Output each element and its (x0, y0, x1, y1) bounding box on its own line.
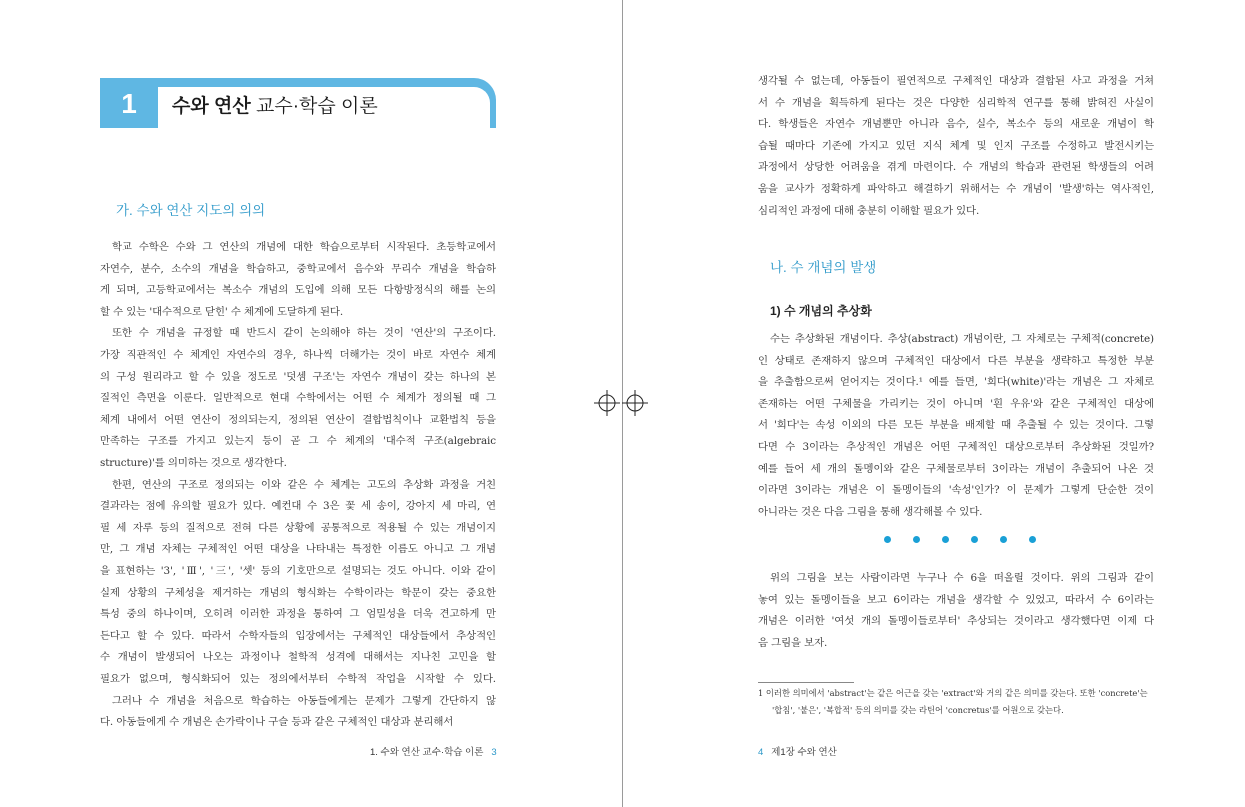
body-line: 습될 때마다 기존에 가지고 있던 지식 체계 및 인지 구조를 수정하고 발전시키는 (758, 139, 1154, 152)
body-line: 존재하는 어떤 구체물을 가리키는 것이 아니며 '흰 우유'와 같은 구체적인 대상에 (758, 397, 1154, 410)
chapter-title (172, 91, 378, 118)
body-line: 서 '희다'는 속성 이외의 다른 모든 부분을 배제할 때 추출될 수 있는 것이다. 그렇 (758, 419, 1154, 432)
body-line: 을 추출함으로써 얻어지는 것이다.¹ 예를 들면, '희다(white)'라는 개념은 그 자체로 (758, 376, 1154, 389)
left-page-number: 3 (491, 747, 497, 758)
body-line: 학교 수학은 수와 그 연산의 개념에 대한 학습으로부터 시작된다. 초등학교에서 (112, 241, 496, 253)
body-line: 필 세 자루 등의 질적으로 전혀 다른 상황에 공통적으로 적용될 수 있는 개념이지 (100, 521, 496, 534)
registration-mark-icon (622, 390, 648, 416)
body-line: 또한 수 개념을 규정할 때 반드시 같이 논의해야 하는 것이 '연산'의 구조이다. (112, 327, 496, 340)
body-line: 생각될 수 없는데, 아동들이 필연적으로 구체적인 대상과 결합된 사고 과정을 거쳐 (758, 75, 1154, 87)
body-line: 특성 중의 하나이며, 오히려 이러한 과정을 통하여 그 엄밀성을 더욱 견고하게 만 (100, 608, 496, 621)
body-line: 다. 학생들은 자연수 개념뿐만 아니라 음수, 실수, 복소수 등의 새로운 개념이 학 (758, 118, 1154, 131)
left-folio (370, 744, 497, 758)
body-line: 놓여 있는 돌멩이들을 보고 6이라는 개념을 생각할 수 있었고, 따라서 수 6이라는 (758, 593, 1154, 606)
left-folio-text: 1. 수와 연산 교수·학습 이론 (370, 747, 484, 758)
section-title-na: 나. 수 개념의 발생 (770, 260, 877, 275)
body-line: 다면 수 3이라는 추상적인 개념은 어떤 구체적인 대상으로부터 추상화된 것일까? (758, 441, 1154, 453)
footnote-rule (758, 682, 854, 683)
body-line: 아니라는 것은 다음 그림을 통해 생각해볼 수 있다. (758, 505, 983, 518)
right-page-number: 4 (758, 747, 764, 758)
body-line: 게 되며, 고등학교에서는 복소수 개념의 도입에 의해 모든 다항방정식의 해를 논의 (100, 284, 496, 297)
body-line: 과정에서 상당한 어려움을 겪게 마련이다. 수 개념의 학습과 관련된 학생들의 어려 (758, 161, 1154, 174)
body-line: 다. 아동들에게 수 개념은 손가락이나 구슬 등과 같은 구체적인 대상과 분리해서 (100, 716, 454, 729)
registration-mark-icon (594, 390, 620, 416)
body-line: 인 상태로 존재하지 않으며 구체적인 대상에서 다른 부분을 생략하고 특정한 부분 (758, 354, 1154, 367)
body-line: 이라면 3이라는 개념은 이 돌멩이들의 '속성'인가? 이 문제가 그렇게 단순한 것이 (758, 484, 1154, 497)
body-line: 한편, 연산의 구조로 정의되는 이와 같은 수 체계는 고도의 추상화 과정을 거친 (112, 478, 496, 491)
footnote-line: 1 이러한 의미에서 'abstract'는 같은 어근을 갖는 'extract'와 거의 같은 의미를 갖는다. 또한 'concrete'는 (758, 688, 1148, 698)
body-line: 만, 그 개념 자체는 구체적인 어떤 대상을 나타내는 특정한 이름도 아니고 그 개념 (100, 543, 496, 556)
body-line: 음 그림을 보자. (758, 636, 828, 649)
body-line: 개념은 이러한 '여섯 개의 돌멩이들로부터' 추상되는 것이라고 생각했다면 이제 다 (758, 615, 1154, 628)
body-line: 서 수 개념을 획득하게 된다는 것은 다양한 심리학적 연구를 통해 밝혀진 사실이 (758, 96, 1154, 109)
right-folio-text: 제1장 수와 연산 (771, 747, 837, 758)
body-line: 체계 내에서 어떤 연산이 정의되는지, 정의된 연산이 결합법칙이나 교환법칙 등을 (100, 413, 496, 426)
body-line: 필요가 없으며, 형식화되어 있는 정의에서부터 수학적 작업을 시작할 수 있다. (100, 673, 496, 685)
body-line: 수는 추상화된 개념이다. 추상(abstract) 개념이란, 그 자체로는 구체적(concrete) (770, 333, 1154, 345)
chapter-title-rest: 교수·학습 이론 (250, 96, 378, 117)
stone-dots-figure (884, 533, 1044, 547)
footnote-line: '합침', '붙은', '복합적' 등의 의미를 갖는 라틴어 'concretus'를 어원으로 갖는다. (772, 705, 1064, 715)
stone-dot (1000, 536, 1007, 543)
body-line: 실제 상황의 구체성을 제거하는 개념의 형식화는 수학이라는 학문이 갖는 중요한 (100, 586, 496, 599)
subsection-title: 1) 수 개념의 추상화 (770, 304, 872, 318)
body-line: 자연수, 분수, 소수의 개념을 학습하고, 중학교에서 음수와 무리수 개념을 학습하 (100, 262, 496, 275)
body-line: 결과라는 점에 유의할 필요가 있다. 예컨대 수 3은 꽃 세 송이, 강아지 세 마리, 연 (100, 500, 496, 513)
body-line: 심리적인 과정에 대해 충분히 이해할 필요가 있다. (758, 204, 980, 217)
stone-dot (971, 536, 978, 543)
body-line: structure)'를 의미하는 것으로 생각한다. (100, 457, 287, 469)
body-line: 만족하는 구조를 가지고 있는지 등이 곧 그 수 체계의 '대수적 구조(algebraic (100, 435, 496, 448)
body-line: 을 표현하는 '3', 'Ⅲ', '三', '셋' 등의 기호만으로 설명되는 것도 아니다. 이와 같이 (100, 565, 496, 577)
body-line: 그러나 수 개념을 처음으로 학습하는 아동들에게는 문제가 그렇게 간단하지 않 (112, 694, 496, 707)
body-line: 예를 들어 세 개의 돌멩이와 같은 구체물로부터 3이라는 개념이 추출되어 나온 것 (758, 462, 1154, 475)
right-folio (758, 744, 837, 758)
body-line: 수 개념이 발생되어 나오는 과정이나 철학적 성격에 대해서는 지나친 고민을 할 (100, 651, 496, 664)
chapter-heading (100, 78, 496, 128)
body-line: 움을 교사가 정확하게 파악하고 해결하기 위해서는 수 개념이 '발생'하는 역사적인, (758, 183, 1154, 195)
body-line: 위의 그림을 보는 사람이라면 누구나 수 6을 떠올릴 것이다. 위의 그림과 같이 (770, 572, 1154, 584)
body-line: 할 수 있는 '대수적으로 닫힌' 수 체계에 도달하게 된다. (100, 305, 344, 318)
body-line: 의 구성 원리라고 할 수 있을 정도로 '덧셈 구조'는 자연수 개념이 갖는 하나의 본 (100, 370, 496, 383)
stone-dot (913, 536, 920, 543)
stone-dot (1029, 536, 1036, 543)
chapter-title-bold: 수와 연산 (172, 96, 251, 117)
stone-dot (942, 536, 949, 543)
body-line: 가장 직관적인 수 체계인 자연수의 경우, 하나씩 더해가는 것이 바로 자연수 체계 (100, 349, 496, 361)
body-line: 든다고 할 수 있다. 따라서 수학자들의 입장에서는 구체적인 대상들에서 추상적인 (100, 629, 496, 642)
stone-dot (884, 536, 891, 543)
body-line: 질적인 측면을 이룬다. 일반적으로 현대 수학에서는 어떤 수 체계가 정의될 때 그 (100, 392, 496, 405)
chapter-number: 1 (121, 88, 137, 119)
section-title-ga: 가. 수와 연산 지도의 의의 (116, 203, 266, 218)
